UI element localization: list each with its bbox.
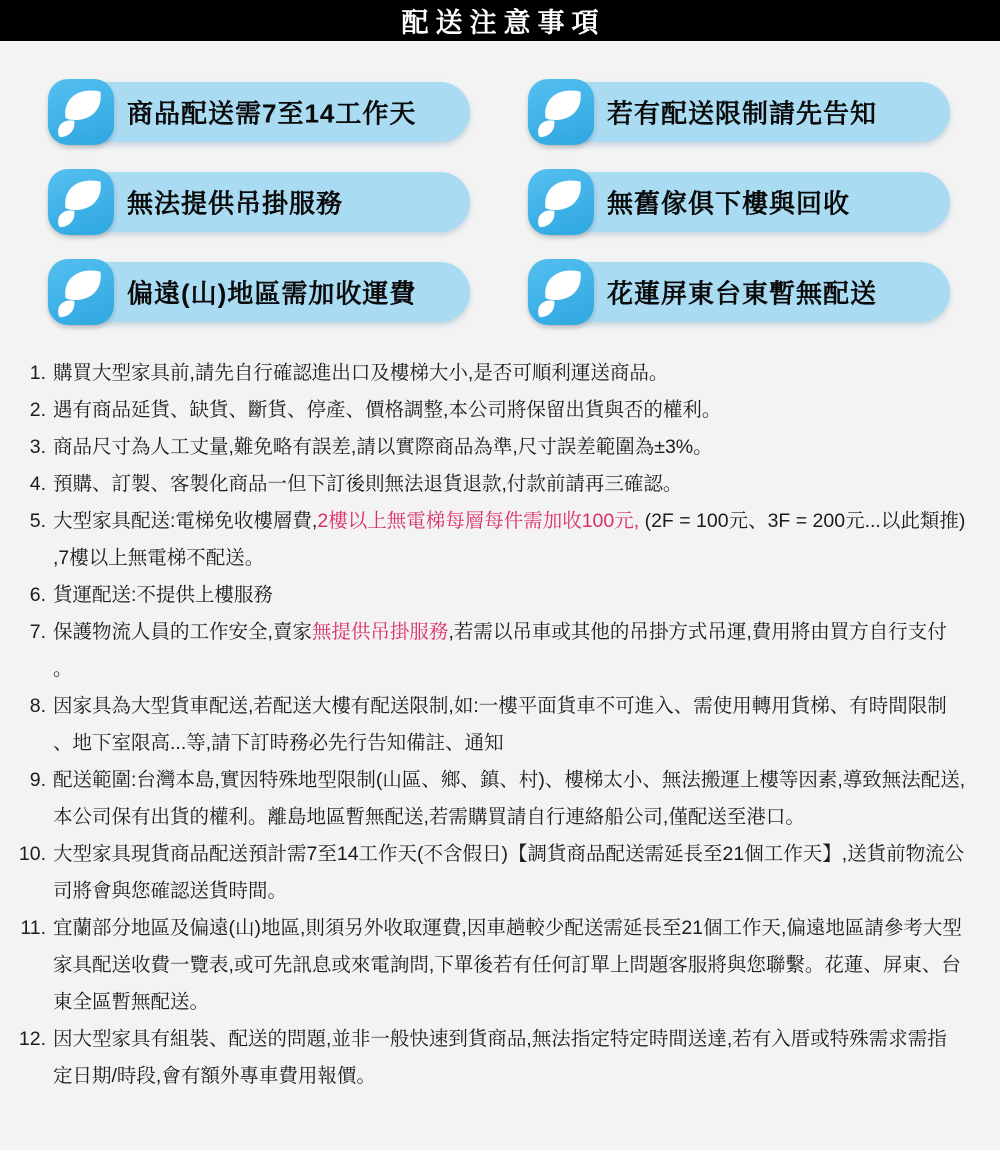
note-segment: 貨運配送:不提供上樓服務: [53, 584, 273, 606]
note-number: 10.: [18, 843, 46, 865]
note-segment: 商品尺寸為人工丈量,難免略有誤差,請以實際商品為準,尺寸誤差範圍為±3%。: [53, 436, 713, 458]
note-highlight: 2樓以上無電梯每層每件需加收100元,: [317, 510, 640, 532]
note-item: [0, 429, 966, 466]
leaf-icon: [528, 169, 594, 235]
note-segment: 因大型家具有組裝、配送的問題,並非一般快速到貨商品,無法指定特定時間送達,若有入厝或特殊需求需指定日期/時段,會有額外專車費用報價。: [53, 1028, 947, 1087]
badge-no-recycle: [528, 169, 950, 235]
note-number: 2.: [29, 399, 46, 421]
page-title: 配送注意事項: [0, 0, 1000, 41]
note-number: 3.: [29, 436, 46, 458]
badge-label: 商品配送需7至14工作天: [127, 98, 417, 129]
note-number: 12.: [18, 1028, 46, 1050]
note-text: [53, 836, 966, 910]
note-item: [0, 503, 966, 577]
badge-delivery-time: [48, 79, 470, 145]
note-text: [53, 503, 966, 577]
note-item: [0, 614, 966, 688]
note-item: [0, 466, 966, 503]
badge-no-delivery-areas: [528, 259, 950, 325]
badge-label: 花蓮屏東台東暫無配送: [607, 278, 878, 309]
note-text: [53, 466, 966, 503]
badge-label: 無法提供吊掛服務: [127, 188, 344, 219]
note-text: [53, 1021, 966, 1095]
note-item: [0, 762, 966, 836]
badge-label: 無舊傢俱下樓與回收: [607, 188, 851, 219]
note-highlight: 無提供吊掛服務: [311, 621, 449, 643]
note-text: [53, 577, 966, 614]
leaf-icon: [528, 79, 594, 145]
note-segment: 遇有商品延貨、缺貨、斷貨、停產、價格調整,本公司將保留出貨與否的權利。: [53, 399, 722, 421]
note-segment: ,若需以吊車或其他的吊掛方式吊運,費用將由買方自行支付。: [53, 621, 947, 680]
badge-grid: [0, 41, 1000, 325]
note-item: [0, 910, 966, 1021]
badge-remote-fee: [48, 259, 470, 325]
note-segment: 大型家具現貨商品配送預計需7至14工作天(不含假日)【調貨商品配送需延長至21個工作天】,送貨前物流公司將會與您確認送貨時間。: [53, 843, 965, 902]
badge-label: 偏遠(山)地區需加收運費: [127, 278, 417, 309]
note-text: [53, 392, 966, 429]
note-segment: 因家具為大型貨車配送,若配送大樓有配送限制,如:一樓平面貨車不可進入、需使用轉用貨梯、有時間限制、地下室限高...等,請下訂時務必先行告知備註、通知: [53, 695, 947, 754]
note-segment: 大型家具配送:電梯免收樓層費,: [53, 510, 318, 532]
note-segment: (2F = 100元、3F = 200元...以此類推) ,7樓以上無電梯不配送。: [53, 510, 966, 569]
badge-no-hoisting: [48, 169, 470, 235]
note-item: [0, 836, 966, 910]
note-number: 1.: [29, 362, 46, 384]
note-item: [0, 1021, 966, 1095]
note-text: [53, 688, 966, 762]
badge-delivery-limit: [528, 79, 950, 145]
note-number: 5.: [29, 510, 46, 532]
note-segment: 購買大型家具前,請先自行確認進出口及樓梯大小,是否可順利運送商品。: [53, 362, 669, 384]
note-text: [53, 429, 966, 466]
note-text: [53, 614, 966, 688]
note-number: 6.: [29, 584, 46, 606]
note-item: [0, 355, 966, 392]
note-segment: 宜蘭部分地區及偏遠(山)地區,則須另外收取運費,因車趟較少配送需延長至21個工作天,偏遠地區請參考大型家具配送收費一覽表,或可先訊息或來電詢問,下單後若有任何訂單上問題客服將與您聯繫。花蓮、屏東、台東全區暫無配送。: [53, 917, 962, 1013]
note-number: 4.: [29, 473, 46, 495]
leaf-icon: [48, 79, 114, 145]
note-number: 11.: [20, 917, 46, 939]
badge-label: 若有配送限制請先告知: [607, 98, 878, 129]
note-number: 8.: [29, 695, 46, 717]
note-number: 7.: [29, 621, 46, 643]
note-number: 9.: [29, 769, 46, 791]
note-segment: 保護物流人員的工作安全,賣家: [53, 621, 312, 643]
leaf-icon: [48, 169, 114, 235]
note-segment: 預購、訂製、客製化商品一但下訂後則無法退貨退款,付款前請再三確認。: [53, 473, 683, 495]
leaf-icon: [48, 259, 114, 325]
leaf-icon: [528, 259, 594, 325]
note-text: [53, 762, 966, 836]
note-item: [0, 688, 966, 762]
note-text: [53, 355, 966, 392]
note-item: [0, 392, 966, 429]
notes-list: [0, 325, 1000, 1095]
note-segment: 配送範圍:台灣本島,實因特殊地型限制(山區、鄉、鎮、村)、樓梯太小、無法搬運上樓等因素,導致無法配送,本公司保有出貨的權利。離島地區暫無配送,若需購買請自行連絡船公司,僅配送至港口。: [53, 769, 966, 828]
note-item: [0, 577, 966, 614]
note-text: [53, 910, 966, 1021]
